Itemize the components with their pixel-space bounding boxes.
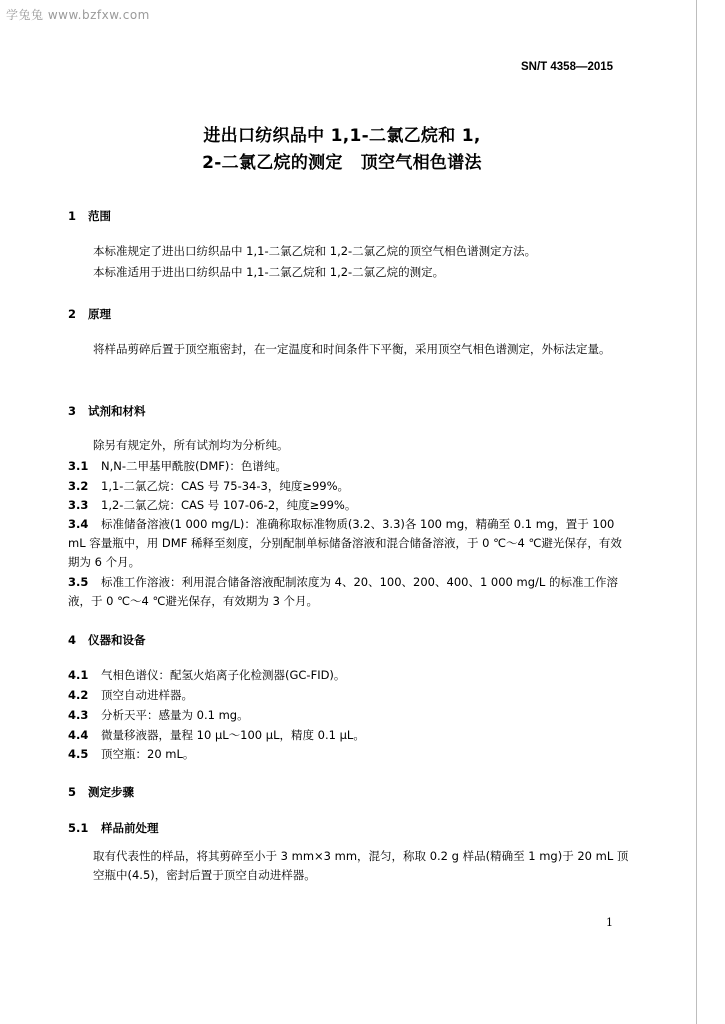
doc-title-part-b: 顶空气相色谱法: [360, 153, 482, 173]
section-heading-5: 5 测定步骤: [68, 785, 134, 799]
doc-title-line1: 进出口纺织品中 1,1-二氯乙烷和 1,: [203, 126, 481, 146]
doc-title-line2: [120, 148, 564, 173]
list-item: 4.3 分析天平：感量为 0.1 mg。: [68, 708, 249, 722]
subsection-heading-5-1: 5.1 样品前处理: [68, 821, 159, 835]
list-item: 3.1 N,N-二甲基甲酰胺(DMF)：色谱纯。: [68, 459, 287, 473]
paragraph-scope-2: 本标准适用于进出口纺织品中 1,1-二氯乙烷和 1,2-二氯乙烷的测定。: [93, 265, 445, 279]
list-item: 4.5 顶空瓶：20 mL。: [68, 747, 195, 761]
list-item: 3.5 标准工作溶液：利用混合储备溶液配制浓度为 4、20、100、200、400、1 000 mg/L 的标准工作溶液，于 0 ℃～4 ℃避光保存，有效期为 3 个月。: [68, 575, 618, 608]
paragraph-principle: 将样品剪碎后置于顶空瓶密封，在一定温度和时间条件下平衡，采用顶空气相色谱测定，外标法定量。: [93, 342, 611, 356]
list-item: 3.4 标准储备溶液(1 000 mg/L)：准确称取标准物质(3.2、3.3)各 100 mg，精确至 0.1 mg，置于 100 mL 容量瓶中，用 DMF 稀释至刻度，分别配制单标储备溶液和混合储备溶液，于 0 ℃～4 ℃避光保存，有效期为 6 个月。: [68, 517, 622, 569]
list-item: 4.1 气相色谱仪：配氢火焰离子化检测器(GC-FID)。: [68, 668, 346, 682]
standard-number: SN/T 4358—2015: [521, 61, 614, 73]
paragraph-sample-prep: 取有代表性的样品，将其剪碎至小于 3 mm×3 mm，混匀，称取 0.2 g 样品(精确至 1 mg)于 20 mL 顶空瓶中(4.5)，密封后置于顶空自动进样器。: [93, 849, 629, 882]
page-edge-line: [696, 0, 697, 1024]
section-heading-4: 4 仪器和设备: [68, 633, 146, 647]
section-heading-3: 3 试剂和材料: [68, 404, 146, 418]
page-number: 1: [606, 916, 613, 929]
list-item: 3.2 1,1-二氯乙烷：CAS 号 75-34-3，纯度≥99%。: [68, 479, 350, 493]
section-heading-2: 2 原理: [68, 307, 111, 321]
doc-title-part-a: 2-二氯乙烷的测定: [202, 153, 343, 173]
watermark: 学兔兔 www.bzfxw.com: [6, 8, 150, 22]
section-heading-1: 1 范围: [68, 209, 111, 223]
list-item: 4.4 微量移液器，量程 10 μL～100 μL，精度 0.1 μL。: [68, 728, 365, 742]
list-item: 3.3 1,2-二氯乙烷：CAS 号 107-06-2，纯度≥99%。: [68, 498, 357, 512]
paragraph-scope-1: 本标准规定了进出口纺织品中 1,1-二氯乙烷和 1,2-二氯乙烷的顶空气相色谱测定方法。: [93, 244, 537, 258]
paragraph-reagents-intro: 除另有规定外，所有试剂均为分析纯。: [93, 438, 289, 452]
list-item: 4.2 顶空自动进样器。: [68, 688, 193, 702]
